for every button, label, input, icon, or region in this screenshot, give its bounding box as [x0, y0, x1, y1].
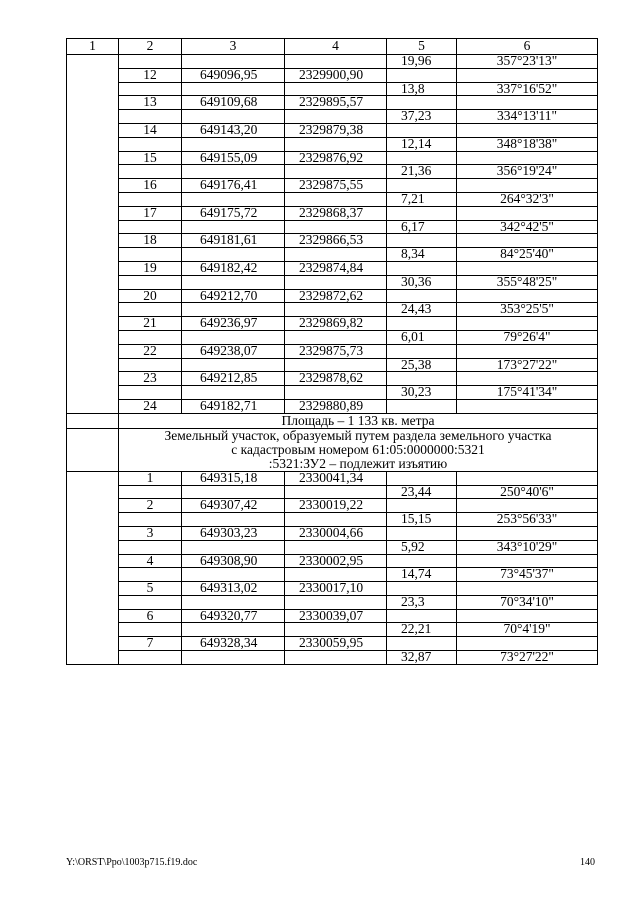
segment-length: 19,96	[387, 55, 457, 69]
coordinate-y: 2329866,53	[285, 234, 387, 248]
point-number: 5	[119, 582, 182, 596]
segment-length: 30,23	[387, 386, 457, 400]
point-number: 17	[119, 206, 182, 220]
coordinate-x: 649096,95	[182, 68, 285, 82]
empty-cell	[119, 220, 182, 234]
coordinate-x: 649182,42	[182, 261, 285, 275]
empty-cell	[285, 595, 387, 609]
point-number: 21	[119, 317, 182, 331]
coordinate-y: 2330017,10	[285, 582, 387, 596]
empty-cell	[457, 372, 598, 386]
empty-cell	[387, 234, 457, 248]
coordinate-x: 649308,90	[182, 554, 285, 568]
segment-length: 7,21	[387, 192, 457, 206]
column-header: 2	[119, 39, 182, 55]
area-text: Площадь – 1 133 кв. метра	[119, 413, 598, 428]
segment-length: 21,36	[387, 165, 457, 179]
empty-cell	[457, 344, 598, 358]
empty-cell	[285, 275, 387, 289]
coordinate-y: 2330039,07	[285, 609, 387, 623]
empty-cell	[182, 386, 285, 400]
segment-row	[67, 485, 598, 499]
empty-cell	[182, 358, 285, 372]
empty-cell	[119, 82, 182, 96]
coordinate-x: 649328,34	[182, 637, 285, 651]
empty-cell	[285, 248, 387, 262]
empty-cell	[119, 275, 182, 289]
empty-cell	[182, 192, 285, 206]
coordinate-y: 2329900,90	[285, 68, 387, 82]
empty-cell	[457, 151, 598, 165]
direction-angle: 175°41'34"	[457, 386, 598, 400]
point-number: 18	[119, 234, 182, 248]
empty-cell	[285, 165, 387, 179]
footer-page-number: 140	[580, 857, 595, 868]
empty-cell	[119, 386, 182, 400]
empty-cell	[387, 499, 457, 513]
empty-cell	[119, 248, 182, 262]
point-row	[67, 582, 598, 596]
empty-cell	[285, 513, 387, 527]
coordinate-x: 649175,72	[182, 206, 285, 220]
point-row	[67, 499, 598, 513]
segment-length: 15,15	[387, 513, 457, 527]
empty-cell	[119, 110, 182, 124]
point-number: 16	[119, 179, 182, 193]
segment-row	[67, 248, 598, 262]
point-row	[67, 344, 598, 358]
coordinate-y: 2330002,95	[285, 554, 387, 568]
empty-cell	[67, 413, 119, 428]
parcel-description-row	[67, 443, 598, 457]
empty-cell	[457, 96, 598, 110]
point-number: 19	[119, 261, 182, 275]
empty-cell	[182, 568, 285, 582]
segment-length: 12,14	[387, 137, 457, 151]
segment-length: 25,38	[387, 358, 457, 372]
empty-cell	[285, 485, 387, 499]
parcel-description-line: с кадастровым номером 61:05:0000000:5321	[119, 443, 598, 457]
segment-length: 23,3	[387, 595, 457, 609]
empty-cell	[119, 651, 182, 665]
empty-cell	[285, 358, 387, 372]
area-row	[67, 413, 598, 428]
coordinate-y: 2330041,34	[285, 471, 387, 485]
empty-cell	[119, 192, 182, 206]
empty-cell	[387, 151, 457, 165]
empty-cell	[119, 540, 182, 554]
segment-row	[67, 568, 598, 582]
empty-cell	[387, 399, 457, 413]
empty-cell	[457, 499, 598, 513]
empty-cell	[387, 179, 457, 193]
empty-cell	[182, 248, 285, 262]
point-row	[67, 261, 598, 275]
coordinate-y: 2329868,37	[285, 206, 387, 220]
column-number-row	[67, 39, 598, 55]
coordinate-y: 2330019,22	[285, 499, 387, 513]
coordinate-x: 649143,20	[182, 123, 285, 137]
empty-cell	[182, 651, 285, 665]
empty-cell	[387, 206, 457, 220]
coordinate-y: 2329876,92	[285, 151, 387, 165]
parcel-description-row	[67, 428, 598, 443]
empty-cell	[285, 303, 387, 317]
empty-cell	[285, 568, 387, 582]
segment-row	[67, 137, 598, 151]
empty-cell	[457, 179, 598, 193]
coordinate-x: 649320,77	[182, 609, 285, 623]
coordinate-x: 649176,41	[182, 179, 285, 193]
point-number: 23	[119, 372, 182, 386]
empty-cell	[457, 234, 598, 248]
direction-angle: 357°23'13"	[457, 55, 598, 69]
empty-cell	[387, 582, 457, 596]
empty-cell	[285, 110, 387, 124]
empty-cell	[457, 68, 598, 82]
segment-row	[67, 386, 598, 400]
empty-cell	[387, 554, 457, 568]
point-row	[67, 123, 598, 137]
table-body	[67, 39, 598, 665]
empty-cell	[182, 623, 285, 637]
column-header: 1	[67, 39, 119, 55]
section-cell	[67, 55, 119, 414]
segment-row	[67, 623, 598, 637]
empty-cell	[182, 55, 285, 69]
empty-cell	[182, 137, 285, 151]
empty-cell	[182, 595, 285, 609]
parcel-description-line: :5321:ЗУ2 – подлежит изъятию	[119, 457, 598, 472]
direction-angle: 355°48'25"	[457, 275, 598, 289]
coordinate-x: 649182,71	[182, 399, 285, 413]
column-header: 4	[285, 39, 387, 55]
empty-cell	[119, 303, 182, 317]
empty-cell	[457, 123, 598, 137]
empty-cell	[457, 399, 598, 413]
segment-row	[67, 513, 598, 527]
section-cell	[67, 471, 119, 664]
point-row	[67, 234, 598, 248]
segment-length: 23,44	[387, 485, 457, 499]
segment-row	[67, 358, 598, 372]
direction-angle: 348°18'38"	[457, 137, 598, 151]
segment-row	[67, 165, 598, 179]
coordinate-x: 649313,02	[182, 582, 285, 596]
empty-cell	[387, 96, 457, 110]
segment-length: 6,01	[387, 330, 457, 344]
footer-file-path: Y:\ORST\Ppo\1003p715.f19.doc	[66, 857, 198, 868]
point-row	[67, 206, 598, 220]
direction-angle: 343°10'29"	[457, 540, 598, 554]
empty-cell	[387, 526, 457, 540]
empty-cell	[119, 595, 182, 609]
column-header: 3	[182, 39, 285, 55]
coordinate-x: 649155,09	[182, 151, 285, 165]
empty-cell	[457, 261, 598, 275]
empty-cell	[285, 55, 387, 69]
coordinate-y: 2329880,89	[285, 399, 387, 413]
empty-cell	[285, 386, 387, 400]
segment-row	[67, 82, 598, 96]
empty-cell	[119, 485, 182, 499]
point-row	[67, 554, 598, 568]
empty-cell	[285, 192, 387, 206]
parcel-description-row	[67, 457, 598, 472]
point-number: 22	[119, 344, 182, 358]
point-number: 13	[119, 96, 182, 110]
empty-cell	[119, 568, 182, 582]
direction-angle: 337°16'52"	[457, 82, 598, 96]
empty-cell	[119, 358, 182, 372]
coordinate-y: 2330004,66	[285, 526, 387, 540]
empty-cell	[285, 651, 387, 665]
direction-angle: 356°19'24"	[457, 165, 598, 179]
segment-row	[67, 192, 598, 206]
column-header: 6	[457, 39, 598, 55]
point-number: 12	[119, 68, 182, 82]
empty-cell	[457, 317, 598, 331]
empty-cell	[119, 330, 182, 344]
empty-cell	[182, 275, 285, 289]
point-number: 4	[119, 554, 182, 568]
coordinates-table-sheet	[66, 38, 597, 665]
point-row	[67, 317, 598, 331]
coordinate-x: 649181,61	[182, 234, 285, 248]
segment-row	[67, 220, 598, 234]
empty-cell	[285, 330, 387, 344]
empty-cell	[387, 289, 457, 303]
empty-cell	[285, 137, 387, 151]
segment-length: 22,21	[387, 623, 457, 637]
segment-length: 14,74	[387, 568, 457, 582]
empty-cell	[457, 471, 598, 485]
point-number: 20	[119, 289, 182, 303]
empty-cell	[387, 372, 457, 386]
direction-angle: 264°32'3"	[457, 192, 598, 206]
empty-cell	[387, 344, 457, 358]
empty-cell	[182, 513, 285, 527]
empty-cell	[387, 317, 457, 331]
point-number: 15	[119, 151, 182, 165]
empty-cell	[285, 220, 387, 234]
empty-cell	[182, 303, 285, 317]
empty-cell	[119, 165, 182, 179]
coordinate-x: 649238,07	[182, 344, 285, 358]
direction-angle: 70°34'10"	[457, 595, 598, 609]
segment-length: 6,17	[387, 220, 457, 234]
direction-angle: 73°27'22"	[457, 651, 598, 665]
point-row	[67, 609, 598, 623]
empty-cell	[182, 540, 285, 554]
coordinate-y: 2329875,73	[285, 344, 387, 358]
coordinate-y: 2329872,62	[285, 289, 387, 303]
segment-row	[67, 110, 598, 124]
coordinates-table	[66, 38, 598, 665]
segment-row	[67, 651, 598, 665]
point-row	[67, 289, 598, 303]
segment-length: 32,87	[387, 651, 457, 665]
point-number: 6	[119, 609, 182, 623]
segment-row	[67, 303, 598, 317]
empty-cell	[457, 582, 598, 596]
empty-cell	[285, 623, 387, 637]
point-row	[67, 399, 598, 413]
direction-angle: 253°56'33"	[457, 513, 598, 527]
direction-angle: 79°26'4"	[457, 330, 598, 344]
empty-cell	[285, 540, 387, 554]
coordinate-y: 2329878,62	[285, 372, 387, 386]
direction-angle: 342°42'5"	[457, 220, 598, 234]
empty-cell	[387, 261, 457, 275]
direction-angle: 70°4'19"	[457, 623, 598, 637]
direction-angle: 353°25'5"	[457, 303, 598, 317]
segment-length: 30,36	[387, 275, 457, 289]
point-row	[67, 637, 598, 651]
parcel-description-line: Земельный участок, образуемый путем раздела земельного участка	[119, 428, 598, 443]
empty-cell	[387, 123, 457, 137]
point-row	[67, 372, 598, 386]
direction-angle: 334°13'11"	[457, 110, 598, 124]
empty-cell	[457, 526, 598, 540]
segment-length: 37,23	[387, 110, 457, 124]
empty-cell	[387, 637, 457, 651]
coordinate-y: 2329874,84	[285, 261, 387, 275]
coordinate-y: 2329895,57	[285, 96, 387, 110]
coordinate-y: 2329869,82	[285, 317, 387, 331]
point-number: 1	[119, 471, 182, 485]
coordinate-x: 649315,18	[182, 471, 285, 485]
direction-angle: 73°45'37"	[457, 568, 598, 582]
empty-cell	[119, 55, 182, 69]
coordinate-x: 649236,97	[182, 317, 285, 331]
point-row	[67, 68, 598, 82]
empty-cell	[182, 485, 285, 499]
empty-cell	[457, 206, 598, 220]
coordinate-x: 649303,23	[182, 526, 285, 540]
point-number: 7	[119, 637, 182, 651]
segment-row	[67, 540, 598, 554]
empty-cell	[67, 428, 119, 471]
empty-cell	[182, 220, 285, 234]
empty-cell	[182, 330, 285, 344]
point-number: 3	[119, 526, 182, 540]
segment-length: 24,43	[387, 303, 457, 317]
segment-length: 8,34	[387, 248, 457, 262]
empty-cell	[182, 82, 285, 96]
empty-cell	[387, 609, 457, 623]
coordinate-y: 2329879,38	[285, 123, 387, 137]
point-number: 14	[119, 123, 182, 137]
empty-cell	[119, 623, 182, 637]
coordinate-x: 649212,85	[182, 372, 285, 386]
empty-cell	[457, 637, 598, 651]
direction-angle: 84°25'40"	[457, 248, 598, 262]
empty-cell	[457, 609, 598, 623]
coordinate-x: 649212,70	[182, 289, 285, 303]
segment-length: 5,92	[387, 540, 457, 554]
column-header: 5	[387, 39, 457, 55]
empty-cell	[182, 110, 285, 124]
segment-row	[67, 275, 598, 289]
empty-cell	[119, 513, 182, 527]
empty-cell	[387, 68, 457, 82]
empty-cell	[457, 289, 598, 303]
segment-length: 13,8	[387, 82, 457, 96]
direction-angle: 250°40'6"	[457, 485, 598, 499]
empty-cell	[387, 471, 457, 485]
point-row	[67, 96, 598, 110]
empty-cell	[285, 82, 387, 96]
coordinate-y: 2329875,55	[285, 179, 387, 193]
coordinate-x: 649307,42	[182, 499, 285, 513]
point-row	[67, 526, 598, 540]
point-row	[67, 471, 598, 485]
segment-row	[67, 330, 598, 344]
point-number: 24	[119, 399, 182, 413]
direction-angle: 173°27'22"	[457, 358, 598, 372]
point-number: 2	[119, 499, 182, 513]
empty-cell	[457, 554, 598, 568]
coordinate-x: 649109,68	[182, 96, 285, 110]
point-row	[67, 179, 598, 193]
segment-row	[67, 55, 598, 69]
empty-cell	[119, 137, 182, 151]
segment-row	[67, 595, 598, 609]
empty-cell	[182, 165, 285, 179]
coordinate-y: 2330059,95	[285, 637, 387, 651]
point-row	[67, 151, 598, 165]
